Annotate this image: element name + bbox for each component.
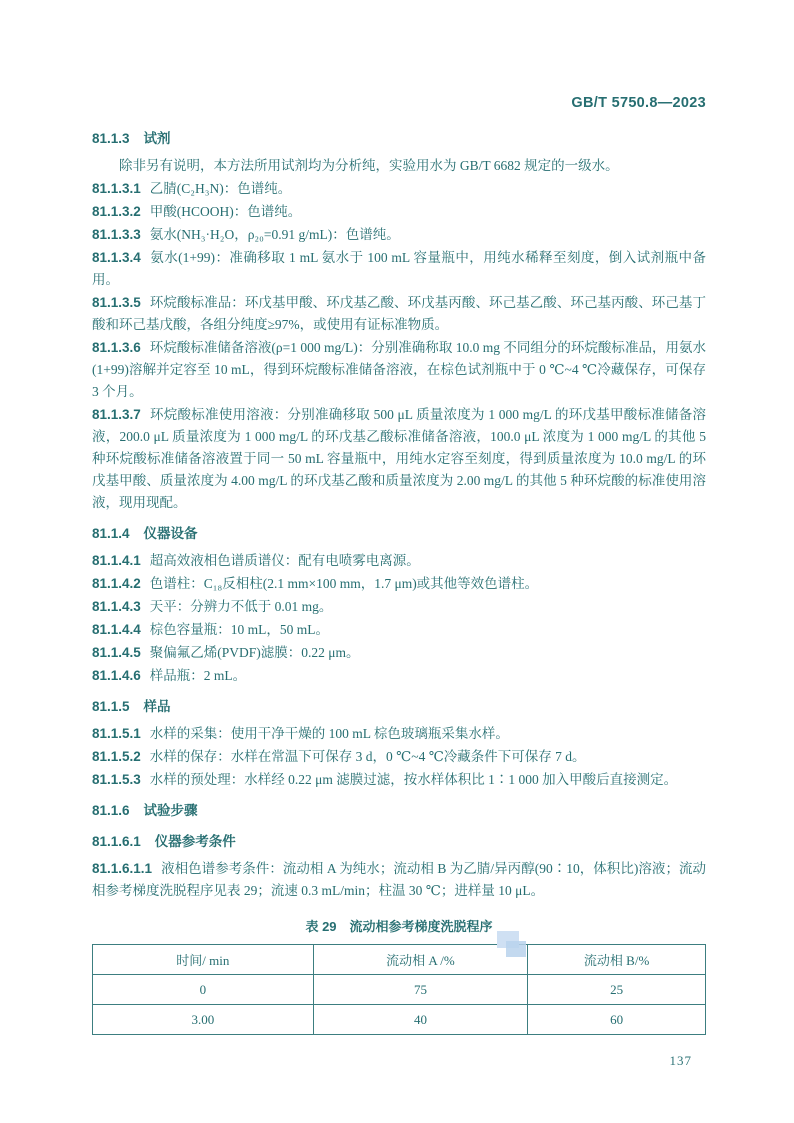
clause-number: 81.1.4.2 xyxy=(92,576,141,591)
gradient-elution-table xyxy=(92,944,706,1035)
clause-text: 环烷酸标准使用溶液：分别准确移取 500 μL 质量浓度为 1 000 mg/L 的环戊基甲酸标准储备溶液，200.0 μL 质量浓度为 1 000 mg/L 的环戊基乙酸标准储备溶液，100.0 μL 浓度为 1 000 mg/L 的其他 5 种环烷酸标准储备溶液置于同一 50 mL 容量瓶中，用纯水定容至刻度，得到质量浓度为 10.0 mg/L 的环戊基甲酸、质量浓度为 4.00 mg/L 的环戊基乙酸和质量浓度为 2.00 mg/L 的其他 5 种环烷酸的标准使用溶液，现用现配。 xyxy=(92,407,706,510)
clause xyxy=(92,292,706,336)
clause-number: 81.1.5.2 xyxy=(92,749,141,764)
table-29-header-row xyxy=(93,945,706,975)
clause xyxy=(92,769,706,791)
standard-code: GB/T 5750.8—2023 xyxy=(571,95,706,111)
clause-text: 液相色谱参考条件：流动相 A 为纯水；流动相 B 为乙腈/异丙醇(90∶10，体积比)溶液；流动相参考梯度洗脱程序见表 29；流速 0.3 mL/min；柱温 30 ℃；进样量 10 μL。 xyxy=(92,861,706,898)
clause-text: 乙腈(C₂H₃N)：色谱纯。 xyxy=(149,181,292,196)
clause-text: 水样的采集：使用干净干燥的 100 mL 棕色玻璃瓶采集水样。 xyxy=(149,726,509,741)
scan-artifact xyxy=(506,941,526,957)
clause-text: 棕色容量瓶：10 mL，50 mL。 xyxy=(149,622,330,637)
clause-number: 81.1.3.3 xyxy=(92,227,141,242)
clause-number: 81.1.3.1 xyxy=(92,181,141,196)
heading-title: 试验步骤 xyxy=(143,803,198,818)
clause-text: 水样的预处理：水样经 0.22 μm 滤膜过滤，按水样体积比 1∶1 000 加入甲酸后直接测定。 xyxy=(149,772,678,787)
heading-number: 81.1.3 xyxy=(92,131,130,146)
table-cell: 60 xyxy=(528,1005,706,1035)
clause xyxy=(92,404,706,514)
clause xyxy=(92,573,706,595)
section-heading xyxy=(92,128,706,150)
heading-title: 仪器参考条件 xyxy=(154,834,236,849)
clause-number: 81.1.4.4 xyxy=(92,622,141,637)
clause-text: 甲酸(HCOOH)：色谱纯。 xyxy=(149,204,302,219)
clause-number: 81.1.5.1 xyxy=(92,726,141,741)
clause-text: 氨水(NH₃·H₂O，ρ₂₀=0.91 g/mL)：色谱纯。 xyxy=(149,227,400,242)
table-caption xyxy=(92,916,706,935)
clause-number: 81.1.3.2 xyxy=(92,204,141,219)
clause-text: 样品瓶：2 mL。 xyxy=(149,668,247,683)
table-header-cell: 流动相 A /% xyxy=(313,945,528,975)
table-cell: 75 xyxy=(313,975,528,1005)
heading-title: 试剂 xyxy=(143,131,171,146)
content-blocks xyxy=(92,128,706,902)
clause-number: 81.1.3.4 xyxy=(92,250,141,265)
clause-text: 环烷酸标准品：环戊基甲酸、环戊基乙酸、环戊基丙酸、环己基乙酸、环己基丙酸、环己基丁酸和环己基戊酸，各组分纯度≥97%，或使用有证标准物质。 xyxy=(92,295,706,332)
table-29-body xyxy=(93,975,706,1035)
clause-text: 水样的保存：水样在常温下可保存 3 d，0 ℃~4 ℃冷藏条件下可保存 7 d。 xyxy=(149,749,586,764)
clause-number: 81.1.4.6 xyxy=(92,668,141,683)
clause xyxy=(92,337,706,403)
section-heading xyxy=(92,831,706,853)
clause-number: 81.1.6.1.1 xyxy=(92,861,153,876)
section-heading xyxy=(92,696,706,718)
clause xyxy=(92,550,706,572)
table-cell: 0 xyxy=(93,975,314,1005)
clause-number: 81.1.5.3 xyxy=(92,772,141,787)
clause-text: 超高效液相色谱质谱仪：配有电喷雾电离源。 xyxy=(149,553,420,568)
table-caption-title: 流动相参考梯度洗脱程序 xyxy=(349,919,493,934)
clause-text: 环烷酸标准储备溶液(ρ=1 000 mg/L)：分别准确称取 10.0 mg 不同组分的环烷酸标准品，用氨水(1+99)溶解并定容至 10 mL，得到环烷酸标准储备溶液，在棕色试剂瓶中于 0 ℃~4 ℃冷藏保存，可保存 3 个月。 xyxy=(92,340,706,399)
clause xyxy=(92,178,706,200)
table-header-cell: 时间/ min xyxy=(93,945,314,975)
table-row xyxy=(93,1005,706,1035)
page-number: 137 xyxy=(669,1053,692,1068)
clause xyxy=(92,642,706,664)
clause xyxy=(92,247,706,291)
table-29 xyxy=(92,944,706,1035)
table-cell: 25 xyxy=(528,975,706,1005)
paragraph: 除非另有说明，本方法所用试剂均为分析纯，实验用水为 GB/T 6682 规定的一级水。 xyxy=(119,158,619,173)
heading-number: 81.1.5 xyxy=(92,699,130,714)
clause-number: 81.1.4.1 xyxy=(92,553,141,568)
clause-number: 81.1.4.5 xyxy=(92,645,141,660)
clause xyxy=(92,224,706,246)
section-heading xyxy=(92,523,706,545)
table-cell: 40 xyxy=(313,1005,528,1035)
table-cell: 3.00 xyxy=(93,1005,314,1035)
heading-title: 样品 xyxy=(143,699,171,714)
clause-number: 81.1.4.3 xyxy=(92,599,141,614)
table-caption-label: 表 29 xyxy=(305,919,337,934)
clause-number: 81.1.3.5 xyxy=(92,295,141,310)
heading-number: 81.1.6.1 xyxy=(92,834,141,849)
clause-number: 81.1.3.7 xyxy=(92,407,141,422)
clause-text: 天平：分辨力不低于 0.01 mg。 xyxy=(149,599,333,614)
page-content xyxy=(92,94,706,1035)
clause-text: 聚偏氟乙烯(PVDF)滤膜：0.22 μm。 xyxy=(149,645,360,660)
clause xyxy=(92,858,706,902)
section-heading xyxy=(92,800,706,822)
clause xyxy=(92,201,706,223)
heading-title: 仪器设备 xyxy=(143,526,198,541)
heading-number: 81.1.6 xyxy=(92,803,130,818)
clause-number: 81.1.3.6 xyxy=(92,340,141,355)
clause xyxy=(92,723,706,745)
clause xyxy=(92,665,706,687)
table-header-cell: 流动相 B/% xyxy=(528,945,706,975)
clause xyxy=(92,619,706,641)
heading-number: 81.1.4 xyxy=(92,526,130,541)
clause xyxy=(92,596,706,618)
table-row xyxy=(93,975,706,1005)
clause xyxy=(92,746,706,768)
clause-text: 氨水(1+99)：准确移取 1 mL 氨水于 100 mL 容量瓶中，用纯水稀释至刻度，倒入试剂瓶中备用。 xyxy=(92,250,706,287)
clause-text: 色谱柱：C₁₈反相柱(2.1 mm×100 mm，1.7 μm)或其他等效色谱柱。 xyxy=(149,576,539,591)
